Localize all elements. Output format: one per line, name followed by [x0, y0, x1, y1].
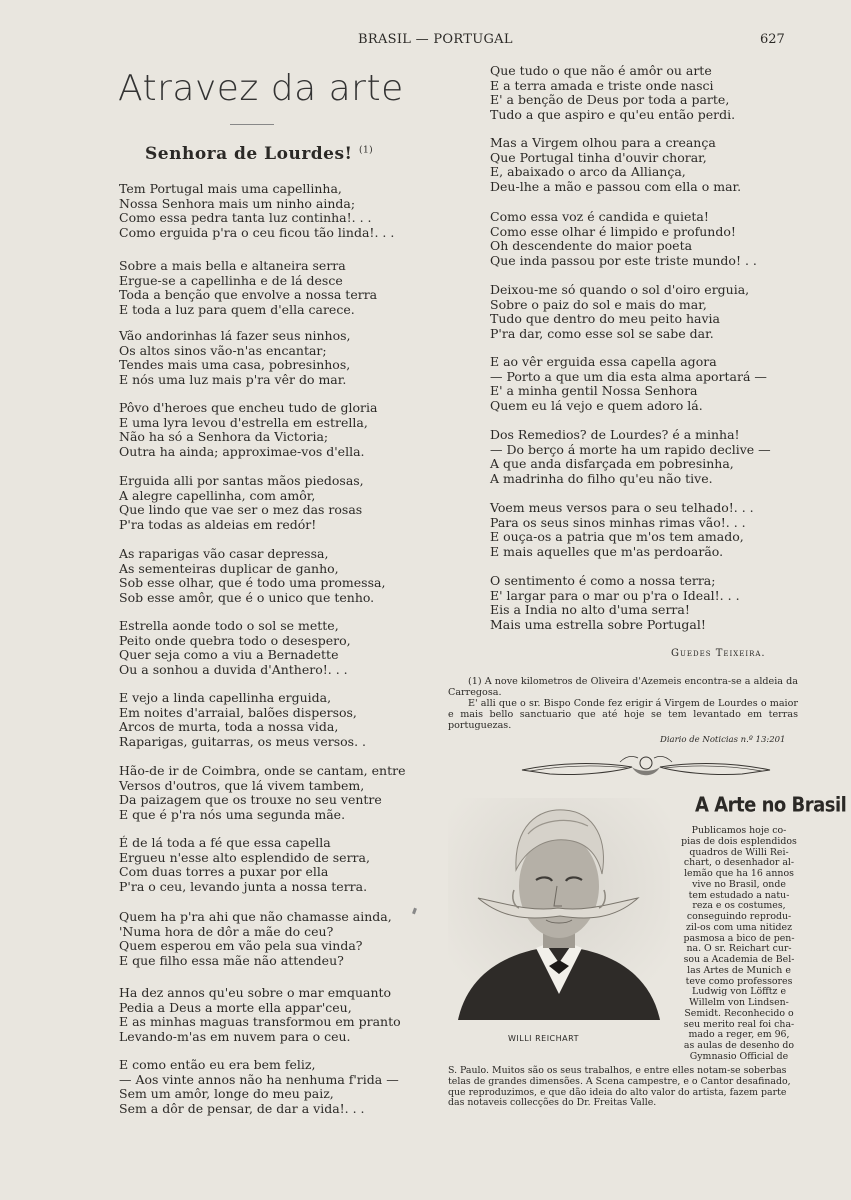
- verse-line: Mais uma estrella sobre Portugal!: [490, 616, 706, 632]
- stanza: [119, 1058, 399, 1116]
- verse-line: — Porto a que um dia esta alma aportará —: [490, 368, 767, 384]
- art-article-bottom-text: [448, 1066, 798, 1109]
- verse-line: Os altos sinos vão-n'as encantar;: [119, 342, 327, 358]
- article-line: as aulas de desenho do: [683, 1040, 795, 1051]
- verse-line: Quer seja como a viu a Bernadette: [119, 647, 339, 662]
- verse-line: Outra ha ainda; approximae-vos d'ella.: [119, 443, 365, 459]
- verse-line: Pedia a Deus a morte ella appar'ceu,: [119, 999, 352, 1015]
- verse-line: Deixou-me só quando o sol d'oiro erguia,: [490, 282, 750, 297]
- verse-line: Como esse olhar é limpido e profundo!: [490, 223, 736, 239]
- verse-line: Mas a Virgem olhou para a creança: [490, 135, 716, 150]
- stanza: [119, 401, 377, 459]
- footnote-line-1: (1) A nove kilometros de Oliveira d'Azemeis encontra-se a aldeia da Carregosa.: [448, 676, 798, 698]
- verse-line: A alegre capellinha, com amôr,: [119, 487, 316, 503]
- verse-line: Sem um amôr, longe do meu paiz,: [119, 1086, 334, 1101]
- stanza: [119, 910, 392, 968]
- stanza: [490, 136, 741, 194]
- verse-line: 'Numa hora de dôr a mãe do ceu?: [119, 923, 334, 939]
- verse-line: E' a minha gentil Nossa Senhora: [490, 383, 698, 398]
- stanza: [119, 986, 401, 1044]
- verse-line: Como essa pedra tanta luz continha!. . .: [119, 210, 372, 225]
- article-line: quadros de Willi Rei-: [689, 846, 789, 858]
- verse-line: E como então eu era bem feliz,: [119, 1057, 316, 1072]
- title-divider: [230, 124, 274, 125]
- verse-line: E toda a luz para quem d'ella carece.: [119, 301, 355, 317]
- verse-line: Toda a benção que envolve a nossa terra: [119, 287, 378, 302]
- verse-line: Como essa voz é candida e quieta!: [490, 209, 709, 224]
- verse-line: Que inda passou por este triste mundo! . .: [490, 252, 757, 268]
- verse-line: Sem a dôr de pensar, de dar a vida!. . .: [119, 1100, 365, 1116]
- verse-line: Oh descendente do maior poeta: [490, 238, 693, 253]
- article-line: vive no Brasil, onde: [692, 878, 786, 890]
- verse-line: Ergueu n'esse alto esplendido de serra,: [119, 849, 370, 865]
- article-line: conseguindo reprodu-: [686, 911, 792, 922]
- stanza: [119, 182, 394, 240]
- article-line: pias de dois esplendidos: [681, 835, 797, 847]
- verse-line: E' largar para o mar ou p'ra o Ideal!. . .: [490, 587, 740, 603]
- stanza: [119, 329, 351, 387]
- article-line: Semidt. Reconhecido o: [684, 1007, 794, 1019]
- verse-line: As sementeiras duplicar de ganho,: [119, 560, 339, 576]
- article-line: Ludwig von Löfftz e: [692, 986, 786, 998]
- stanza: [119, 259, 377, 317]
- article-line: seu merito real foi cha-: [683, 1018, 795, 1030]
- verse-line: E as minhas maguas transformou em pranto: [119, 1014, 401, 1029]
- verse-line: Que lindo que vae ser o mez das rosas: [119, 502, 363, 517]
- verse-line: E a terra amada e triste onde nasci: [490, 77, 714, 93]
- verse-line: E que filho essa mãe não attendeu?: [119, 952, 344, 968]
- verse-line: Quem eu lá vejo e quem adoro lá.: [490, 397, 703, 413]
- verse-line: É de lá toda a fé que essa capella: [119, 835, 331, 850]
- footnote-source: Diario de Noticias n.º 13:201: [660, 735, 786, 745]
- article-line: pasmosa a bico de pen-: [683, 932, 795, 944]
- footnote-line-2: E' alli que o sr. Bispo Conde fez erigir á Virgem de Lourdes o maior e mais bello sanctuario que até hoje se tem levantado em terras portuguezas.: [448, 698, 798, 731]
- verse-line: Versos d'outros, que lá vivem tambem,: [119, 777, 365, 793]
- verse-line: E ao vêr erguida essa capella agora: [490, 354, 717, 369]
- verse-line: P'ra dar, como esse sol se sabe dar.: [490, 325, 714, 341]
- article-line: tem estudado a natu-: [688, 889, 790, 901]
- art-article-side-text: [680, 826, 798, 1063]
- article-line: na. O sr. Reichart cur-: [686, 943, 792, 955]
- art-section-title: A Arte no Brasil: [695, 793, 847, 818]
- verse-line: Pôvo d'heroes que encheu tudo de gloria: [119, 400, 378, 415]
- verse-line: Tendes mais uma casa, pobresinhos,: [119, 357, 351, 372]
- verse-line: P'ra todas as aldeias em redór!: [119, 516, 317, 532]
- verse-line: Que Portugal tinha d'ouvir chorar,: [490, 149, 707, 165]
- verse-line: Ha dez annos qu'eu sobre o mar emquanto: [119, 985, 392, 1000]
- article-line: lemão que ha 16 annos: [684, 868, 794, 879]
- page-header: [0, 30, 851, 50]
- article-line: chart, o desenhador al-: [683, 857, 795, 869]
- verse-line: Não ha só a Senhora da Victoria;: [119, 429, 329, 444]
- verse-line: E nós uma luz mais p'ra vêr do mar.: [119, 371, 347, 387]
- footnote: [448, 676, 798, 731]
- running-title: BRASIL — PORTUGAL: [358, 32, 513, 47]
- verse-line: E, abaixado o arco da Alliança,: [490, 164, 686, 179]
- verse-line: Eis a India no alto d'uma serra!: [490, 602, 690, 617]
- verse-line: E que é p'ra nós uma segunda mãe.: [119, 806, 346, 822]
- verse-line: E' a benção de Deus por toda a parte,: [490, 92, 730, 107]
- verse-line: Nossa Senhora mais um ninho ainda;: [119, 195, 356, 211]
- verse-line: P'ra o ceu, levando junta a nossa terra.: [119, 878, 368, 894]
- verse-line: Raparigas, guitarras, os meus versos. .: [119, 733, 366, 749]
- article-line: mado a reger, em 96,: [688, 1029, 790, 1041]
- verse-line: Sobre a mais bella e altaneira serra: [119, 258, 346, 273]
- poem-title: Senhora de Lourdes! $^{(1)}$: [145, 144, 374, 164]
- article-line: que reproduzimos, e que dão ideia do alto valor do artista, fazem parte: [448, 1086, 787, 1098]
- verse-line: Peito onde quebra todo o desespero,: [119, 632, 351, 648]
- stanza: [119, 474, 364, 532]
- stanza: [119, 836, 370, 894]
- verse-line: Tudo a que aspiro e qu'eu então perdi.: [490, 106, 736, 122]
- footnote-mark: (1): [358, 145, 374, 156]
- verse-line: Para os seus sinos minhas rimas vão!. . .: [490, 514, 746, 530]
- article-line: das notaveis collecções do Dr. Freitas Valle.: [448, 1097, 657, 1109]
- verse-line: Quem ha p'ra ahi que não chamasse ainda,: [119, 909, 392, 924]
- verse-line: Tudo que dentro do meu peito havia: [490, 311, 720, 326]
- verse-line: Com duas torres a puxar por ella: [119, 864, 329, 879]
- verse-line: Tem Portugal mais uma capellinha,: [119, 181, 342, 196]
- verse-line: As raparigas vão casar depressa,: [119, 546, 329, 561]
- article-line: zil-os com uma nitidez: [685, 921, 793, 933]
- article-line: Willelm von Lindsen-: [689, 997, 789, 1008]
- poem-signature: Guedes Teixeira.: [671, 648, 766, 659]
- stanza: [119, 691, 366, 749]
- verse-line: Hão-de ir de Coimbra, onde se cantam, entre: [119, 763, 406, 778]
- verse-line: Sob esse olhar, que é todo uma promessa,: [119, 575, 386, 590]
- verse-line: Como erguida p'ra o ceu ficou tão linda!. . .: [119, 224, 395, 240]
- page-number: 627: [760, 32, 785, 47]
- article-line: Gymnasio Official de: [689, 1050, 789, 1062]
- verse-line: Erguida alli por santas mãos piedosas,: [119, 473, 364, 488]
- article-line: telas de grandes dimensões. A Scena campestre, e o Cantor desafinado,: [448, 1075, 791, 1087]
- article-line: teve como professores: [685, 975, 793, 987]
- margin-mark: [412, 908, 417, 915]
- verse-line: Da paizagem que os trouxe no seu ventre: [119, 792, 382, 807]
- verse-line: E ouça-os a patria que m'os tem amado,: [490, 529, 744, 544]
- verse-line: Sobre o paiz do sol e mais do mar,: [490, 296, 707, 312]
- verse-line: Ergue-se a capellinha e de lá desce: [119, 272, 343, 288]
- stanza: [119, 619, 351, 677]
- verse-line: — Do berço á morte ha um rapido declive —: [490, 441, 771, 457]
- verse-line: Deu-lhe a mão e passou com ella o mar.: [490, 178, 742, 194]
- verse-line: Levando-m'as em nuvem para o ceu.: [119, 1028, 351, 1044]
- article-line: las Artes de Munich e: [687, 964, 791, 976]
- stanza: [490, 574, 740, 632]
- verse-line: E vejo a linda capellinha erguida,: [119, 690, 332, 705]
- verse-line: Dos Remedios? de Lourdes? é a minha!: [490, 427, 740, 442]
- verse-line: E mais aquelles que m'as perdoarão.: [490, 543, 724, 559]
- verse-line: E uma lyra levou d'estrella em estrella,: [119, 414, 368, 430]
- verse-line: Estrella aonde todo o sol se mette,: [119, 618, 339, 633]
- stanza: [490, 501, 754, 559]
- verse-line: Arcos de murta, toda a nossa vida,: [119, 719, 339, 734]
- stanza: [490, 64, 735, 122]
- portrait-caption: WILLI REICHART: [508, 1034, 579, 1043]
- stanza: [119, 547, 385, 605]
- verse-line: A madrinha do filho qu'eu não tive.: [490, 470, 713, 486]
- verse-line: A que anda disfarçada em pobresinha,: [490, 456, 734, 471]
- article-title: Atravez da arte: [118, 68, 404, 109]
- verse-line: Ou a sonhou a duvida d'Anthero!. . .: [119, 661, 348, 677]
- article-line: sou a Academia de Bel-: [683, 954, 795, 965]
- article-line: reza e os costumes,: [692, 900, 786, 912]
- verse-line: Em noites d'arraial, balões dispersos,: [119, 704, 357, 720]
- stanza: [119, 764, 405, 822]
- article-line: S. Paulo. Muitos são os seus trabalhos, e entre elles notam-se soberbas: [448, 1065, 787, 1076]
- portrait-image: [448, 798, 670, 1020]
- article-line: Publicamos hoje co-: [691, 825, 787, 836]
- verse-line: — Aos vinte annos não ha nenhuma f'rida —: [119, 1071, 399, 1087]
- winged-ornament-icon: [520, 752, 772, 784]
- verse-line: Voem meus versos para o seu telhado!. . .: [490, 500, 754, 515]
- verse-line: O sentimento é como a nossa terra;: [490, 573, 716, 588]
- verse-line: Sob esse amôr, que é o unico que tenho.: [119, 589, 375, 605]
- stanza: [490, 283, 749, 341]
- stanza: [490, 428, 771, 486]
- stanza: [490, 355, 767, 413]
- verse-line: Que tudo o que não é amôr ou arte: [490, 63, 712, 78]
- stanza: [490, 210, 757, 268]
- verse-line: Quem esperou em vão pela sua vinda?: [119, 938, 363, 953]
- verse-line: Vão andorinhas lá fazer seus ninhos,: [119, 328, 351, 343]
